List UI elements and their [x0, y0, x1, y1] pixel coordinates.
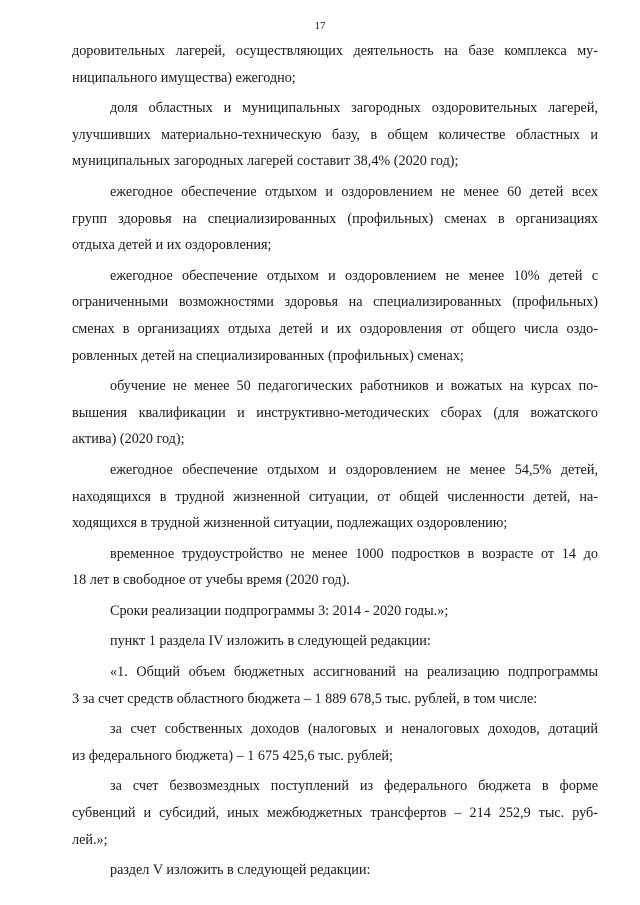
text-line: временное трудоустройство не менее 1000 подростков в возрасте от 14 до: [110, 545, 598, 562]
text-line: ходящихся в трудной жизненной ситуации, подлежащих оздоровлению;: [72, 515, 508, 532]
text-line: ежегодное обеспечение отдыхом и оздоровлением не менее 60 детей всех: [110, 183, 598, 200]
text-line: сменах в организациях отдыха детей и их оздоровления от общего числа оздо-: [72, 320, 598, 337]
text-line: пункт 1 раздела IV изложить в следующей редакции:: [110, 633, 431, 650]
text-line: вышения квалификации и инструктивно-методических сборах (для вожатского: [72, 404, 598, 421]
text-line: ниципального имущества) ежегодно;: [72, 69, 296, 86]
text-line: ровленных детей на специализированных (профильных) сменах;: [72, 347, 464, 364]
text-line: улучшивших материально-техническую базу, в общем количестве областных и: [72, 126, 598, 143]
text-line: доля областных и муниципальных загородных оздоровительных лагерей,: [110, 100, 598, 117]
text-line: из федерального бюджета) – 1 675 425,6 тыс. рублей;: [72, 747, 393, 764]
text-line: Сроки реализации подпрограммы 3: 2014 - 2020 годы.»;: [110, 602, 449, 619]
text-line: групп здоровья на специализированных (профильных) сменах в организациях: [72, 210, 598, 227]
text-line: находящихся в трудной жизненной ситуации, от общей численности детей, на-: [72, 488, 598, 505]
text-line: доровительных лагерей, осуществляющих деятельность на базе комплекса му-: [72, 43, 598, 59]
text-line: раздел V изложить в следующей редакции:: [110, 862, 371, 879]
text-line: муниципальных загородных лагерей составит 38,4% (2020 год);: [72, 153, 459, 170]
text-line: за счет собственных доходов (налоговых и неналоговых доходов, дотаций: [110, 721, 598, 738]
text-line: ежегодное обеспечение отдыхом и оздоровлением не менее 10% детей с: [110, 267, 598, 284]
text-line: отдыха детей и их оздоровления;: [72, 237, 272, 254]
document-body: [72, 38, 598, 884]
page-number: 17: [314, 20, 326, 32]
text-line: лей.»;: [72, 831, 108, 848]
text-line: актива) (2020 год);: [72, 431, 185, 448]
text-line: ежегодное обеспечение отдыхом и оздоровлением не менее 54,5% детей,: [110, 461, 598, 478]
text-line: обучение не менее 50 педагогических работников и вожатых на курсах по-: [110, 378, 598, 395]
text-line: ограниченными возможностями здоровья на специализированных (профильных): [72, 294, 598, 311]
text-line: «1. Общий объем бюджетных ассигнований на реализацию подпрограммы: [110, 664, 598, 681]
text-line: 3 за счет средств областного бюджета – 1 889 678,5 тыс. рублей, в том числе:: [72, 690, 538, 707]
text-line: субвенций и субсидий, иных межбюджетных трансфертов – 214 252,9 тыс. руб-: [72, 805, 598, 822]
text-line: за счет безвозмездных поступлений из федерального бюджета в форме: [110, 778, 598, 795]
text-line: 18 лет в свободное от учебы время (2020 год).: [72, 572, 350, 589]
